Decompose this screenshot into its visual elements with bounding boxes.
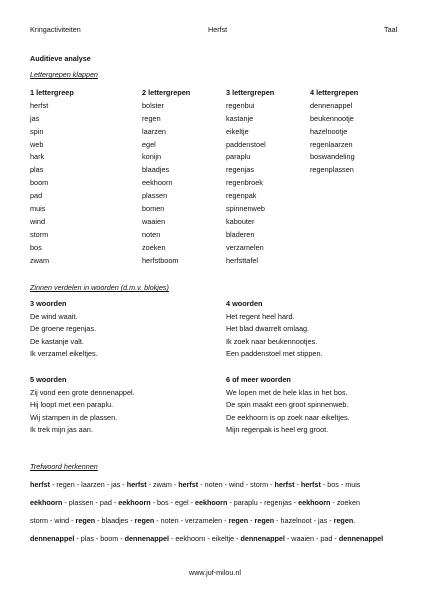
sentence-item: Het blad dwarrelt omlaag. <box>226 324 310 334</box>
word-item: spin <box>30 126 44 136</box>
sentence-group <box>226 298 323 361</box>
keyword-highlight: dennenappel <box>124 534 170 543</box>
sentence-item: De kastanje valt. <box>30 336 84 346</box>
sentence-item: Het regent heel hard. <box>226 311 295 321</box>
keyword-highlight: eekhoorn <box>195 498 228 507</box>
keyword-highlight: herfst <box>30 480 50 489</box>
word-item: regenjas <box>226 165 254 175</box>
keyword-highlight: regen <box>333 516 354 525</box>
word-item: regenbui <box>226 100 255 110</box>
sentence-item: We lopen met de hele klas in het bos. <box>226 387 348 397</box>
word-item: regenlaarzen <box>310 139 353 149</box>
word-sequence: - plas - boom - <box>74 534 125 543</box>
sentence-item: De groene regenjas. <box>30 324 97 334</box>
word-sequence: - hazelnoot - jas - <box>274 516 334 525</box>
word-item: zwam <box>30 255 50 265</box>
word-item: eekhoorn <box>142 178 173 188</box>
column-header: 4 lettergrepen <box>310 88 359 97</box>
keyword-line <box>30 480 416 490</box>
word-item: bomen <box>142 204 165 214</box>
word-item: kabouter <box>226 216 255 226</box>
keyword-highlight: eekhoorn <box>298 498 331 507</box>
word-item: laarzen <box>142 126 166 136</box>
footer-url: www.juf-milou.nl <box>189 568 241 577</box>
word-item: storm <box>30 229 49 239</box>
sentence-item: Hij loopt met een paraplu. <box>30 400 114 410</box>
sentence-item: Een paddenstoel met stippen. <box>226 349 323 359</box>
word-sequence: - eekhoorn - eikeltje - <box>169 534 241 543</box>
word-sequence: - paraplu - regenjas - <box>227 498 299 507</box>
word-item: noten <box>142 229 161 239</box>
keyword-highlight: herfst <box>274 480 295 489</box>
sentence-group <box>30 374 135 437</box>
word-item: herfsttafel <box>226 255 259 265</box>
keyword-highlight: herfst <box>178 480 199 489</box>
sentence-item: Zij vond een grote dennenappel. <box>30 387 135 397</box>
word-sequence: - <box>294 480 301 489</box>
sentence-item: De spin maakt een groot spinnenweb. <box>226 400 349 410</box>
sentence-item: De wind waait. <box>30 311 78 321</box>
keyword-line <box>30 516 416 526</box>
column-header: 2 lettergrepen <box>142 88 191 97</box>
word-item: hark <box>30 152 45 162</box>
section-heading-trefwoord: Trefwoord herkennen <box>30 462 98 471</box>
word-sequence: - zoeken <box>330 498 361 507</box>
keyword-highlight: herfst <box>300 480 321 489</box>
keyword-highlight: regen <box>134 516 155 525</box>
syllable-column <box>30 87 74 267</box>
word-sequence: - blaadjes - <box>95 516 135 525</box>
word-sequence: storm - wind - <box>30 516 76 525</box>
syllable-column <box>226 87 274 267</box>
word-item: kastanje <box>226 113 254 123</box>
word-sequence: . <box>353 516 356 525</box>
sentence-group <box>30 298 98 361</box>
group-header: 5 woorden <box>30 375 67 384</box>
page-title: Auditieve analyse <box>30 54 91 63</box>
word-item: paraplu <box>226 152 251 162</box>
word-item: bladeren <box>226 229 255 239</box>
word-item: paddenstoel <box>226 139 266 149</box>
keyword-highlight: herfst <box>126 480 147 489</box>
word-item: plassen <box>142 191 168 201</box>
word-item: web <box>30 139 44 149</box>
sentence-item: Ik trek mijn jas aan. <box>30 425 93 435</box>
sentence-item: Ik verzamel eikeltjes. <box>30 349 98 359</box>
word-item: regenplassen <box>310 165 354 175</box>
keyword-highlight: dennenappel <box>338 534 384 543</box>
column-header: 3 lettergrepen <box>226 88 275 97</box>
keyword-line <box>30 534 416 544</box>
word-sequence: - plassen - pad - <box>62 498 119 507</box>
word-item: pad <box>30 191 43 201</box>
word-item: bolster <box>142 100 164 110</box>
keyword-highlight: regen <box>254 516 275 525</box>
word-sequence: - bos - egel - <box>150 498 195 507</box>
sentence-group <box>226 374 350 437</box>
word-sequence: - noten - wind - storm - <box>198 480 275 489</box>
word-item: boom <box>30 178 49 188</box>
group-header: 3 woorden <box>30 299 67 308</box>
word-item: herfstboom <box>142 255 179 265</box>
word-item: bos <box>30 242 42 252</box>
word-sequence: - waaien - pad - <box>284 534 339 543</box>
sentence-item: De eekhoorn is op zoek naar eikeltjes. <box>226 412 350 422</box>
word-item: boswandeling <box>310 152 355 162</box>
word-item: konijn <box>142 152 162 162</box>
word-item: herfst <box>30 100 49 110</box>
sentence-item: Wij stampen in de plassen. <box>30 412 118 422</box>
keyword-highlight: eekhoorn <box>30 498 63 507</box>
word-item: muis <box>30 204 46 214</box>
keyword-highlight: dennenappel <box>240 534 285 543</box>
word-item: spinnenweb <box>226 204 265 214</box>
word-sequence: - bos - muis <box>320 480 361 489</box>
keyword-highlight: eekhoorn <box>118 498 151 507</box>
keyword-highlight: dennenappel <box>30 534 75 543</box>
word-item: regen <box>142 113 161 123</box>
header-center: Herfst <box>208 25 228 34</box>
keyword-highlight: regen <box>228 516 249 525</box>
column-header: 1 lettergreep <box>30 88 74 97</box>
keyword-line <box>30 498 416 508</box>
sentence-item: Ik zoek naar beukennootjes. <box>226 336 318 346</box>
sentence-item: Mijn regenpak is heel erg groot. <box>226 425 329 435</box>
header-right: Taal <box>384 25 398 34</box>
word-sequence: - zwam - <box>146 480 179 489</box>
word-item: wind <box>30 216 46 226</box>
word-item: verzamelen <box>226 242 264 252</box>
word-sequence: - regen - laarzen - jas - <box>49 480 127 489</box>
section-heading-zinnen: Zinnen verdelen in woorden (d.m.v. blokjes) <box>30 283 169 292</box>
word-item: hazelnootje <box>310 126 348 136</box>
keyword-highlight: regen <box>75 516 96 525</box>
word-item: waaien <box>142 216 166 226</box>
word-item: egel <box>142 139 156 149</box>
word-sequence: - noten - verzamelen - <box>154 516 229 525</box>
word-item: beukennootje <box>310 113 354 123</box>
group-header: 4 woorden <box>226 299 263 308</box>
word-item: regenpak <box>226 191 257 201</box>
syllable-column <box>310 87 358 177</box>
word-item: plas <box>30 165 44 175</box>
section-heading-lettergrepen: Lettergrepen klappen <box>30 70 98 79</box>
group-header: 6 of meer woorden <box>226 375 291 384</box>
word-item: blaadjes <box>142 165 170 175</box>
word-sequence: - <box>248 516 255 525</box>
word-item: eikeltje <box>226 126 249 136</box>
word-item: dennenappel <box>310 100 353 110</box>
word-item: zoeken <box>142 242 166 252</box>
word-item: jas <box>30 113 40 123</box>
header-left: Kringactiviteiten <box>30 25 81 34</box>
word-item: regenbroek <box>226 178 263 188</box>
syllable-column <box>142 87 190 267</box>
